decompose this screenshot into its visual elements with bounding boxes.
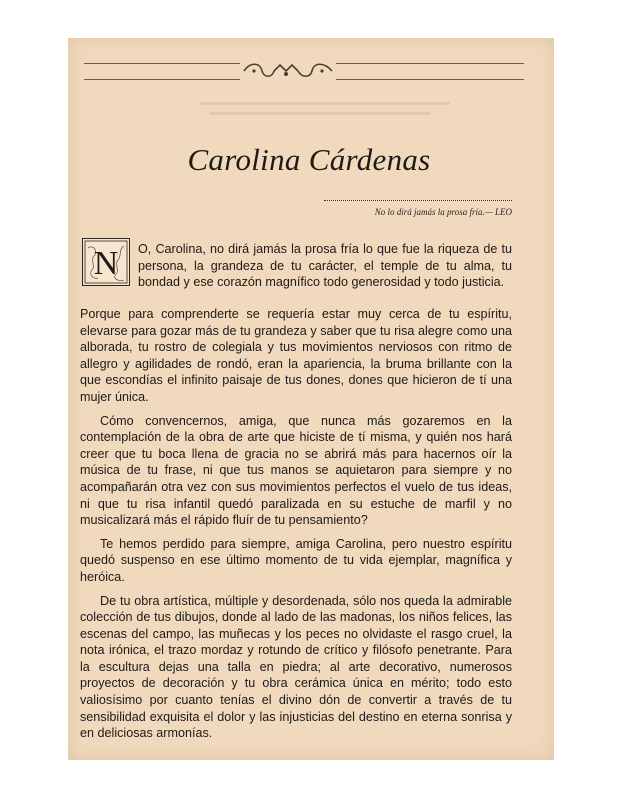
paragraph-1: O, Carolina, no dirá jamás la prosa fría lo que fue la riqueza de tu persona, la grandeza de tu carácter, el temple de tu alma, tu bondad y ese corazón magnífico todo generosidad y todo justicia.: [138, 242, 512, 290]
bleed-through-ghost: [200, 96, 460, 124]
article-body: [80, 306, 512, 749]
dropcap-ornament: [82, 238, 130, 286]
article-title: Carolina Cárdenas: [187, 142, 431, 177]
paragraph-4: Te hemos perdido para siempre, amiga Carolina, pero nuestro espíritu quedó suspenso en ese último momento de tu vida ejemplar, magnífica y heróica.: [80, 536, 512, 584]
paragraph-2: Porque para comprenderte se requería estar muy cerca de tu espíritu, elevarse para gozar más de tu grandeza y saber que tu risa alegre como una alborada, tu rostro de colegiala y tus movimientos nerviosos con ritmo de allegro y agilidades de rondó, eran la apariencia, la bruma brillante con la que escondías el infinito paisaje de tus dones, dones que hicieron de tí una mujer única.: [80, 307, 512, 404]
paragraph-5: De tu obra artística, múltiple y desordenada, sólo nos queda la admirable colección de tus dibujos, donde al lado de las madonas, los niños felices, las escenas del campo, las muñecas y los peces no olvidaste el rasgo cruel, la nota irónica, el trazo mordaz y rotundo de crítico y filósofo penetrante. Para la escultura dejas una talla en piedra; al arte decorativo, numerosos proyectos de decoración y tu obra cerámica única en mérito; todo esto valiosísimo por cuanto tenías el divino dón de convertir a través de tu sensibilidad exquisita el dolor y las injusticias del destino en eterna sonrisa y en deliciosas armonías.: [80, 593, 512, 741]
paragraph-3: Cómo convencernos, amiga, que nunca más gozaremos en la contemplación de la obra de arte que hiciste de tí misma, y quién nos hará creer que tu boca llena de gracia no se abrirá más para hacernos oír la música de tu frase, ni que tus manos se aquietaron para siempre y no acompañarán otra vez con sus movimientos perfectos el vuelo de tus ideas, ni que tu risa infantil quedó paralizada en su estuche de marfil y no musicalizará más el rápido fluír de tu pensamiento?: [80, 413, 512, 528]
dropcap-letter: N: [93, 245, 119, 282]
header-ornament: [240, 60, 336, 82]
epigraph: No lo dirá jamás la prosa fría.— LEO: [374, 207, 512, 217]
epigraph-dotted-line: [324, 200, 512, 201]
